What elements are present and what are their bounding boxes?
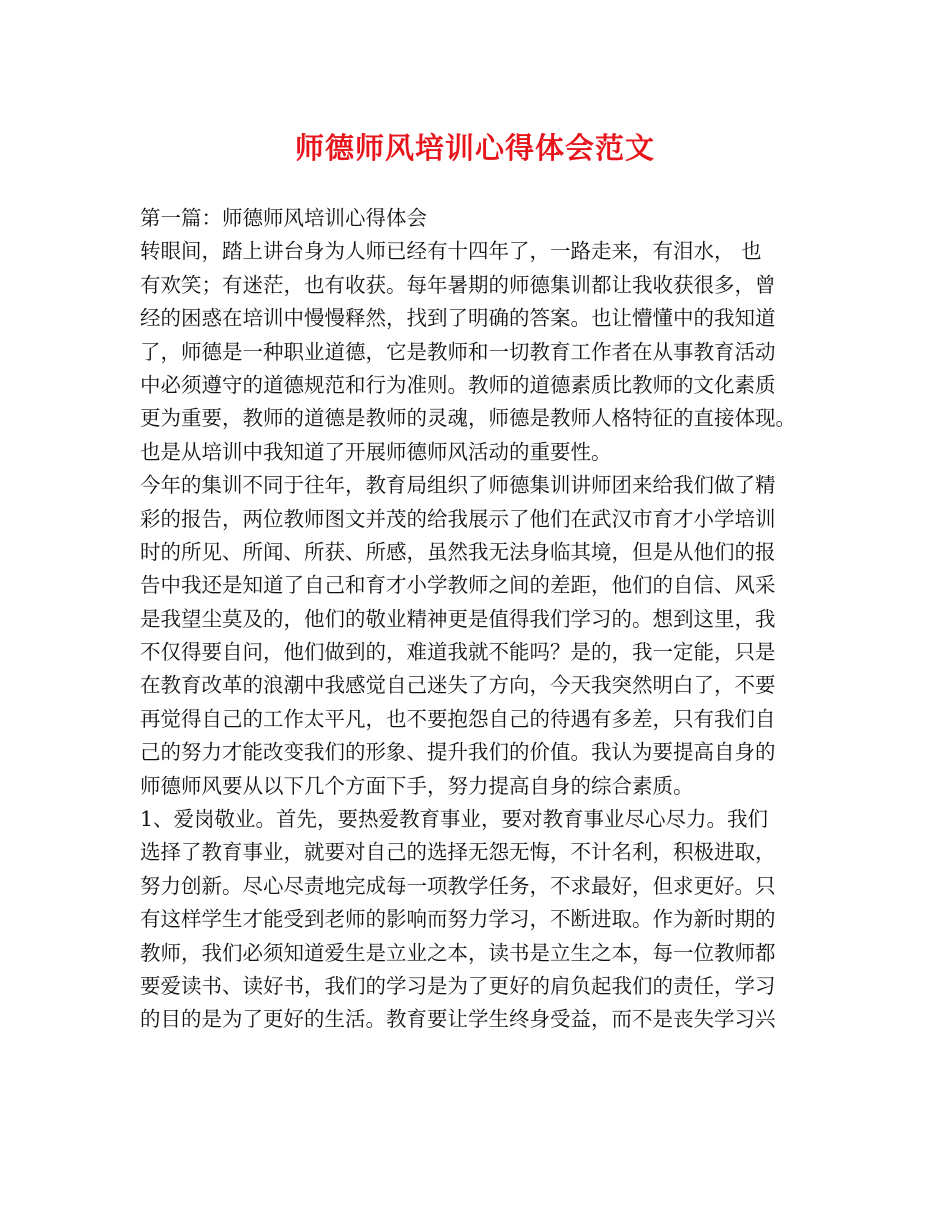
document-body: [140, 202, 820, 1037]
body-line: 有这样学生才能受到老师的影响而努力学习，不断进取。作为新时期的: [140, 907, 776, 932]
document-title: 师德师风培训心得体会范文: [294, 131, 655, 165]
body-line: 的目的是为了更好的生活。教育要让学生终身受益，而不是丧失学习兴: [140, 1007, 776, 1032]
body-line: 努力创新。尽心尽责地完成每一项教学任务，不求最好，但求更好。只: [140, 873, 776, 898]
body-line: 转眼间，踏上讲台身为人师已经有十四年了，一路走来，有泪水， 也: [140, 239, 762, 264]
body-line: 也是从培训中我知道了开展师德师风活动的重要性。: [140, 439, 612, 464]
body-line: 中必须遵守的道德规范和行为准则。教师的道德素质比教师的文化素质: [140, 372, 776, 397]
body-line: 教师，我们必须知道爱生是立业之本，读书是立生之本，每一位教师都: [140, 940, 776, 965]
body-line: 在教育改革的浪潮中我感觉自己迷失了方向，今天我突然明白了，不要: [140, 673, 776, 698]
body-line: 选择了教育事业，就要对自己的选择无怨无悔，不计名利，积极进取，: [140, 840, 776, 865]
body-line: 时的所见、所闻、所获、所感，虽然我无法身临其境，但是从他们的报: [140, 539, 776, 564]
body-line: 彩的报告，两位教师图文并茂的给我展示了他们在武汉市育才小学培训: [140, 506, 776, 531]
body-line: 要爱读书、读好书，我们的学习是为了更好的肩负起我们的责任，学习: [140, 973, 776, 998]
body-line: 告中我还是知道了自己和育才小学教师之间的差距，他们的自信、风采: [140, 573, 776, 598]
body-line: 再觉得自己的工作太平凡，也不要抱怨自己的待遇有多差，只有我们自: [140, 706, 776, 731]
body-line: 是我望尘莫及的，他们的敬业精神更是值得我们学习的。想到这里，我: [140, 606, 776, 631]
body-line: 经的困惑在培训中慢慢释然，找到了明确的答案。也让懵懂中的我知道: [140, 306, 776, 331]
body-line: 有欢笑；有迷茫，也有收获。每年暑期的师德集训都让我收获很多，曾: [140, 272, 776, 297]
body-line: 师德师风要从以下几个方面下手，努力提高自身的综合素质。: [140, 773, 694, 798]
body-line: 更为重要，教师的道德是教师的灵魂，师德是教师人格特征的直接体现。: [140, 406, 796, 431]
body-line: 第一篇：师德师风培训心得体会: [140, 206, 427, 230]
body-line: 了，师德是一种职业道德，它是教师和一切教育工作者在从事教育活动: [140, 339, 776, 364]
body-line: 不仅得要自问，他们做到的，难道我就不能吗？是的，我一定能，只是: [140, 640, 776, 665]
body-line: 1、爱岗敬业。首先，要热爱教育事业，要对教育事业尽心尽力。我们: [140, 807, 769, 832]
body-line: 己的努力才能改变我们的形象、提升我们的价值。我认为要提高自身的: [140, 740, 776, 765]
body-line: 今年的集训不同于往年，教育局组织了师德集训讲师团来给我们做了精: [140, 473, 776, 498]
